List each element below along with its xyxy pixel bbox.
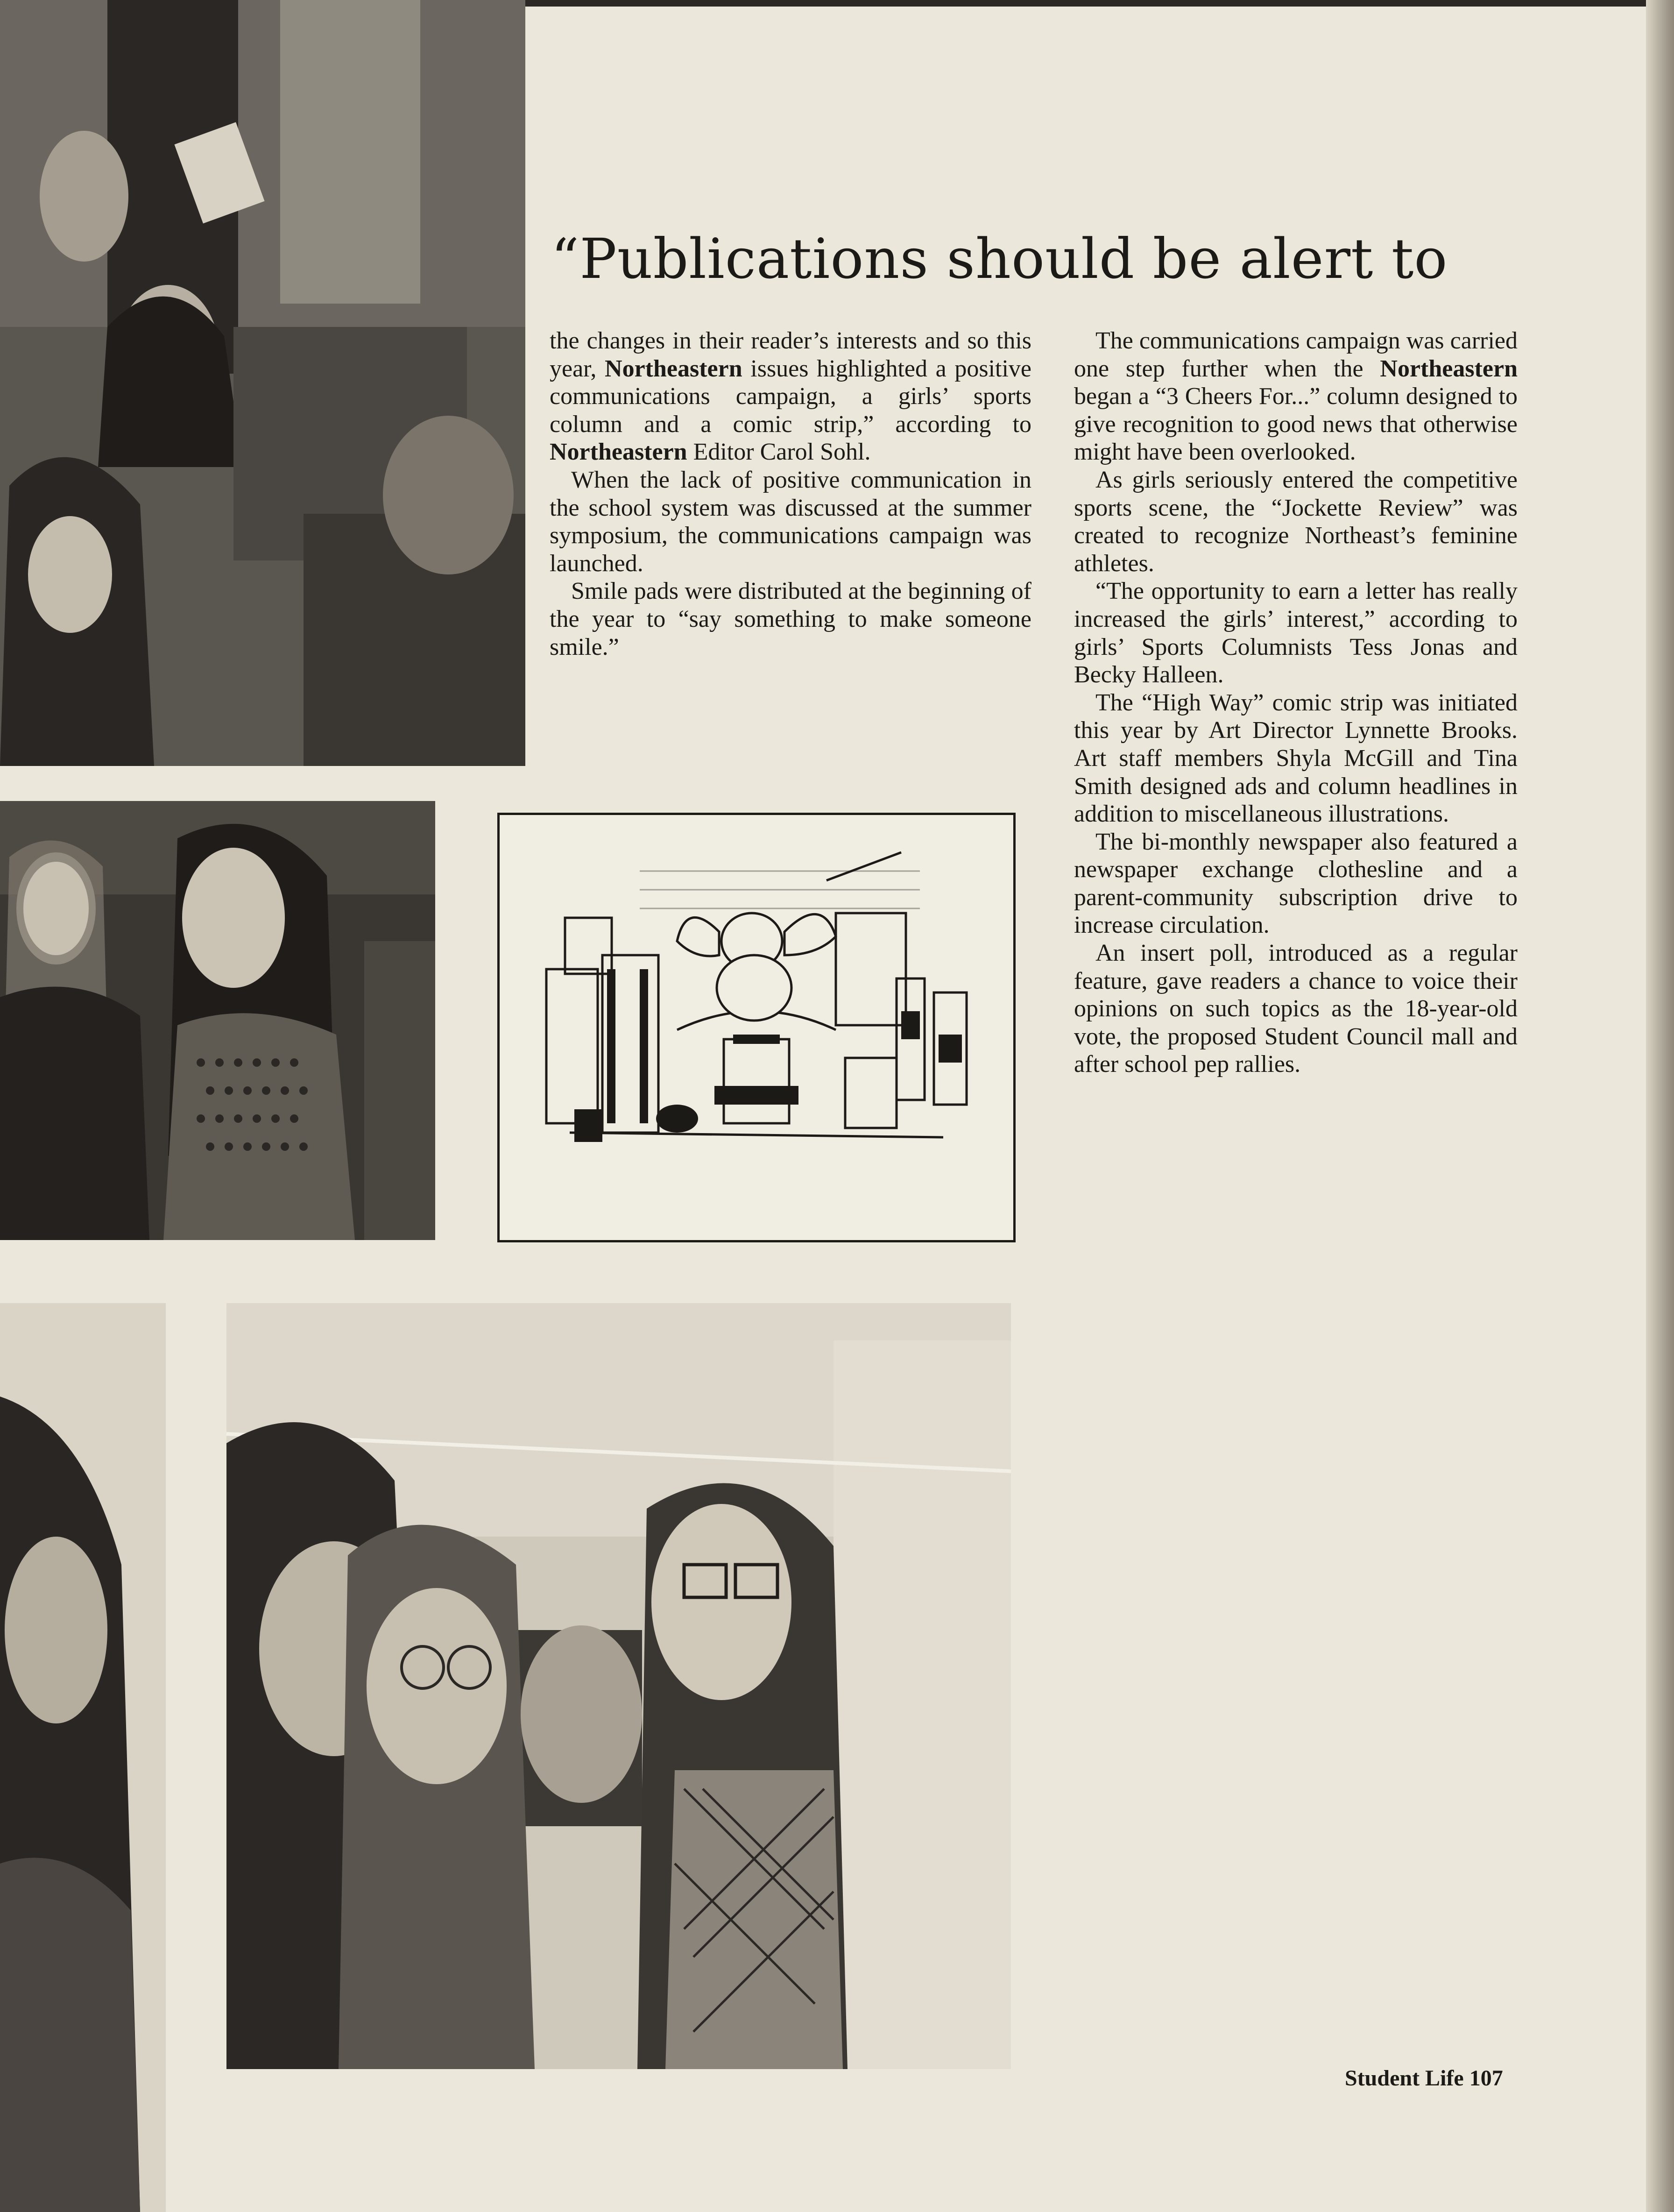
paragraph <box>1074 327 1518 466</box>
photo-girls-looking <box>0 801 435 1240</box>
paragraph: When the lack of positive communication in the school system was discussed at the summer symposium, the communications campaign was launched. <box>550 466 1031 577</box>
photo-students-reading-newspaper <box>226 1303 1011 2069</box>
publication-name: Northeastern <box>605 355 742 382</box>
article-column-right <box>1074 327 1518 1078</box>
page-footer-folio: Student Life 107 <box>1345 2066 1503 2091</box>
publication-name: Northeastern <box>550 439 687 466</box>
paragraph: The “High Way” comic strip was initiated this year by Art Director Lynnette Brooks. Art staff members Shyla McGill and Tina Smith designed ads and column headlines in addition to miscellaneous illustrations. <box>1074 689 1518 828</box>
article-column-left <box>550 327 1031 661</box>
publication-name: Northeastern <box>1380 355 1518 382</box>
text-run: Editor Carol Sohl. <box>687 439 871 466</box>
page-binding-edge <box>1646 0 1674 2212</box>
photo-left-edge-student <box>0 1303 166 2212</box>
illustration-printing-press-cherub <box>497 813 1016 1242</box>
paragraph: Smile pads were distributed at the beginning of the year to “say something to make someone smile.” <box>550 578 1031 660</box>
text-run: began a “3 Cheers For...” column designed to give recognition to good news that otherwise might have been overlooked. <box>1074 383 1518 466</box>
paragraph <box>550 327 1031 466</box>
paragraph: An insert poll, introduced as a regular feature, gave readers a chance to voice their opinions on such topics as the 18-year-old vote, the proposed Student Council mall and after school pep rallies. <box>1074 940 1518 1078</box>
text-run: The communications campaign was carried one step further when the <box>1074 327 1518 382</box>
photo-students-seated <box>0 0 525 766</box>
paragraph: As girls seriously entered the competitive sports scene, the “Jockette Review” was created to recognize Northeast’s feminine athletes. <box>1074 466 1518 577</box>
text-run: the changes in their reader’s interests and so this year, <box>550 327 1031 382</box>
article-headline: “Publications should be alert to <box>551 227 1448 291</box>
paragraph: The bi-monthly newspaper also featured a newspaper exchange clothesline and a parent-community subscription drive to increase circulation. <box>1074 828 1518 939</box>
text-run: issues highlighted a positive communications campaign, a girls’ sports column and a comic strip,” according to <box>550 355 1031 438</box>
paragraph: “The opportunity to earn a letter has really increased the girls’ interest,” according to girls’ Sports Columnists Tess Jonas and Becky Halleen. <box>1074 578 1518 688</box>
